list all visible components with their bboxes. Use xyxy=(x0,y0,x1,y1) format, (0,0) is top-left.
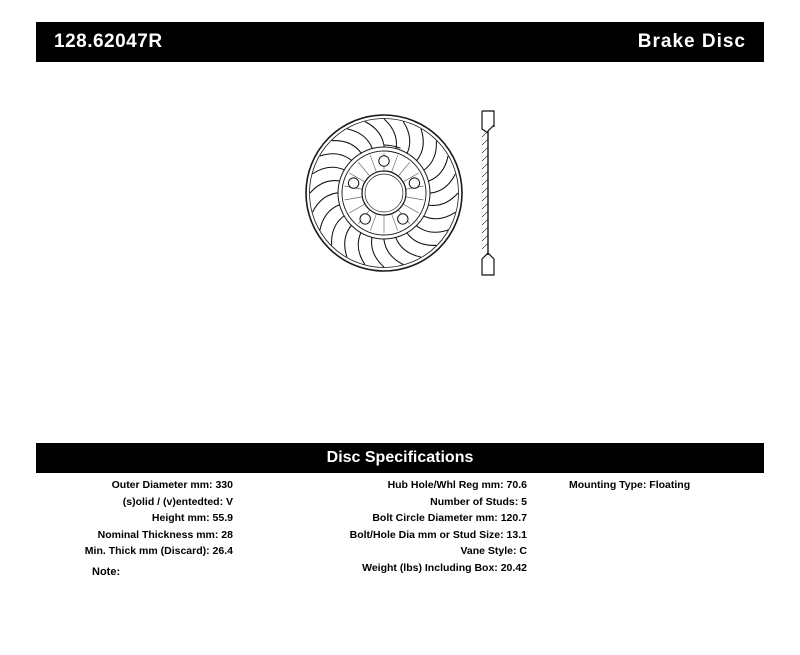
product-type-label: Brake Disc xyxy=(637,31,746,52)
disc-specifications-header xyxy=(36,443,764,473)
spec-item: Weight (lbs) Including Box: 20.42 xyxy=(362,561,527,574)
spec-item: Mounting Type: Floating xyxy=(569,479,691,491)
disc-specifications-body xyxy=(36,473,764,593)
note-label: Note: xyxy=(92,566,121,578)
spec-item: Nominal Thickness mm: 28 xyxy=(97,528,233,541)
spec-item: Bolt/Hole Dia mm or Stud Size: 13.1 xyxy=(349,528,527,541)
spec-item: Bolt Circle Diameter mm: 120.7 xyxy=(372,512,527,524)
spec-item: (s)olid / (v)entedted: V xyxy=(122,495,233,508)
spec-column-right xyxy=(541,473,764,593)
spec-item: Hub Hole/Whl Reg mm: 70.6 xyxy=(387,479,527,491)
spec-item: Min. Thick mm (Discard): 26.4 xyxy=(84,545,233,557)
title-bar xyxy=(36,22,764,62)
brake-rotor-edge-view xyxy=(468,103,516,283)
spec-column-middle xyxy=(251,473,541,593)
spec-item: Height mm: 55.9 xyxy=(151,512,233,524)
part-number: 128.62047R xyxy=(54,31,163,52)
brake-rotor-face-view xyxy=(294,103,474,283)
disc-specifications-title: Disc Specifications xyxy=(326,449,474,466)
product-drawing xyxy=(36,75,764,405)
spec-item: Vane Style: C xyxy=(460,545,527,557)
spec-item: Outer Diameter mm: 330 xyxy=(111,479,233,491)
spec-item: Number of Studs: 5 xyxy=(430,495,527,508)
spec-column-left xyxy=(36,473,251,593)
